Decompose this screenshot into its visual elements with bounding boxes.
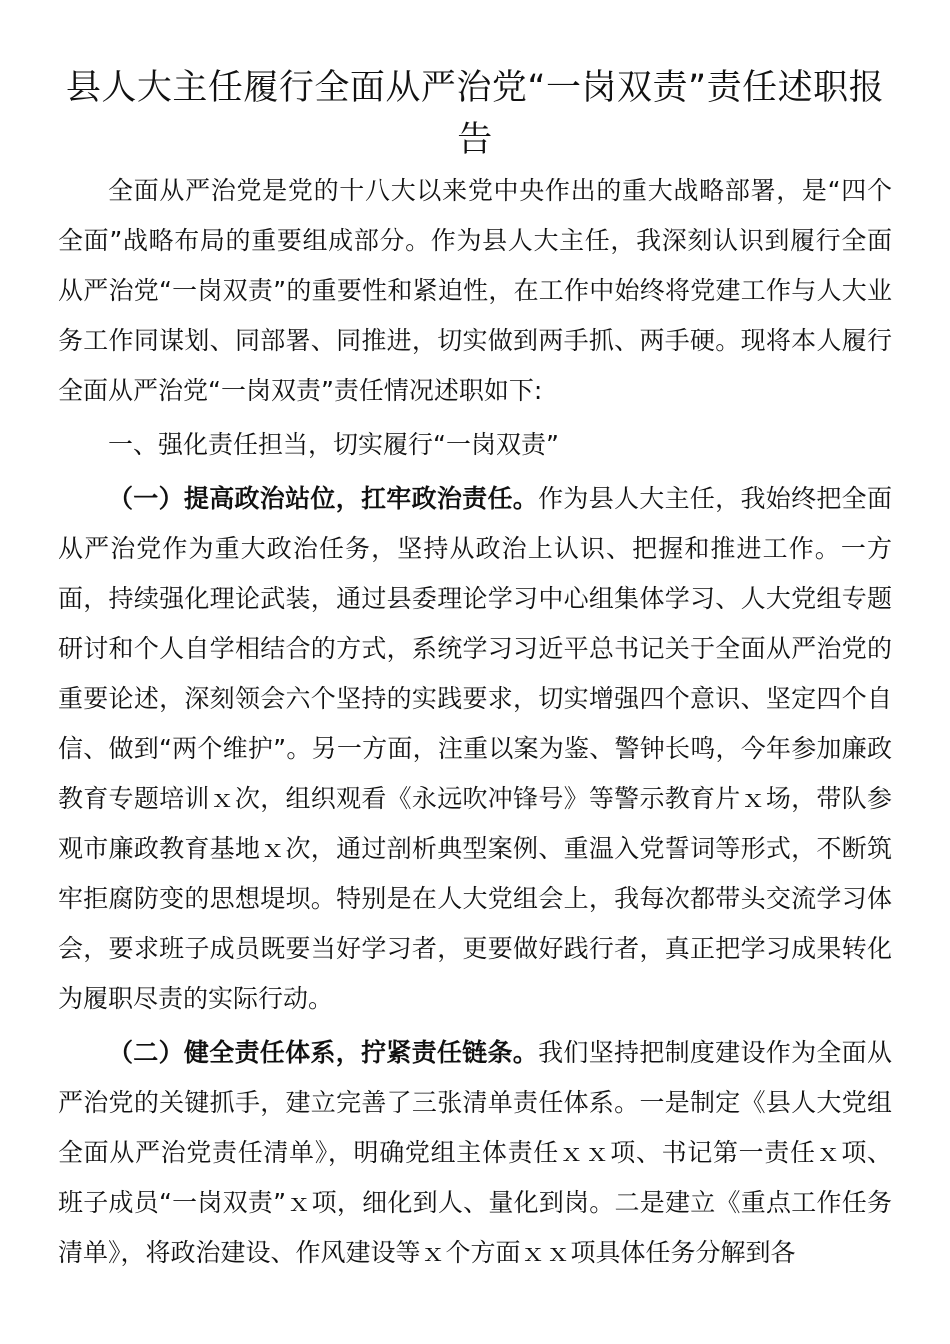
subsection-lead-1: （一）提高政治站位，扛牢政治责任。 <box>108 484 539 513</box>
subsection-lead-2: （二）健全责任体系，拧紧责任链条。 <box>108 1038 539 1067</box>
section-heading: 一、强化责任担当，切实履行“一岗双责” <box>108 430 559 459</box>
subsection-text-2: 我们坚持把制度建设作为全面从严治党的关键抓手，建立完善了三张清单责任体系。一是制定《县人大党组全面从严治党责任清单》，明确党组主体责任ｘｘ项、书记第一责任ｘ项、班子成员“一岗双责”ｘ项，细化到人、量化到岗。二是建立《重点工作任务清单》，将政治建设、作风建设等ｘ个方面ｘｘ项具体任务分解到各 <box>58 1038 892 1267</box>
document-page <box>58 62 892 1278</box>
document-title: 县人大主任履行全面从严治党“一岗双责”责任述职报告 <box>65 68 885 160</box>
subsection-paragraph-2 <box>58 1028 892 1278</box>
subsection-text-1: 作为县人大主任，我始终把全面从严治党作为重大政治任务，坚持从政治上认识、把握和推进工作。一方面，持续强化理论武装，通过县委理论学习中心组集体学习、人大党组专题研讨和个人自学相结合的方式，系统学习习近平总书记关于全面从严治党的重要论述，深刻领会六个坚持的实践要求，切实增强四个意识、坚定四个自信、做到“两个维护”。另一方面，注重以案为鉴、警钟长鸣，今年参加廉政教育专题培训ｘ次，组织观看《永远吹冲锋号》等警示教育片ｘ场，带队参观市廉政教育基地ｘ次，通过剖析典型案例、重温入党誓词等形式，不断筑牢拒腐防变的思想堤坝。特别是在人大党组会上，我每次都带头交流学习体会，要求班子成员既要当好学习者，更要做好践行者，真正把学习成果转化为履职尽责的实际行动。 <box>58 484 892 1013</box>
subsection-paragraph-1 <box>58 474 892 1024</box>
intro-paragraph: 全面从严治党是党的十八大以来党中央作出的重大战略部署，是“四个全面”战略布局的重要组成部分。作为县人大主任，我深刻认识到履行全面从严治党“一岗双责”的重要性和紧迫性，在工作中始终将党建工作与人大业务工作同谋划、同部署、同推进，切实做到两手抓、两手硬。现将本人履行全面从严治党“一岗双责”责任情况述职如下: <box>58 176 892 405</box>
